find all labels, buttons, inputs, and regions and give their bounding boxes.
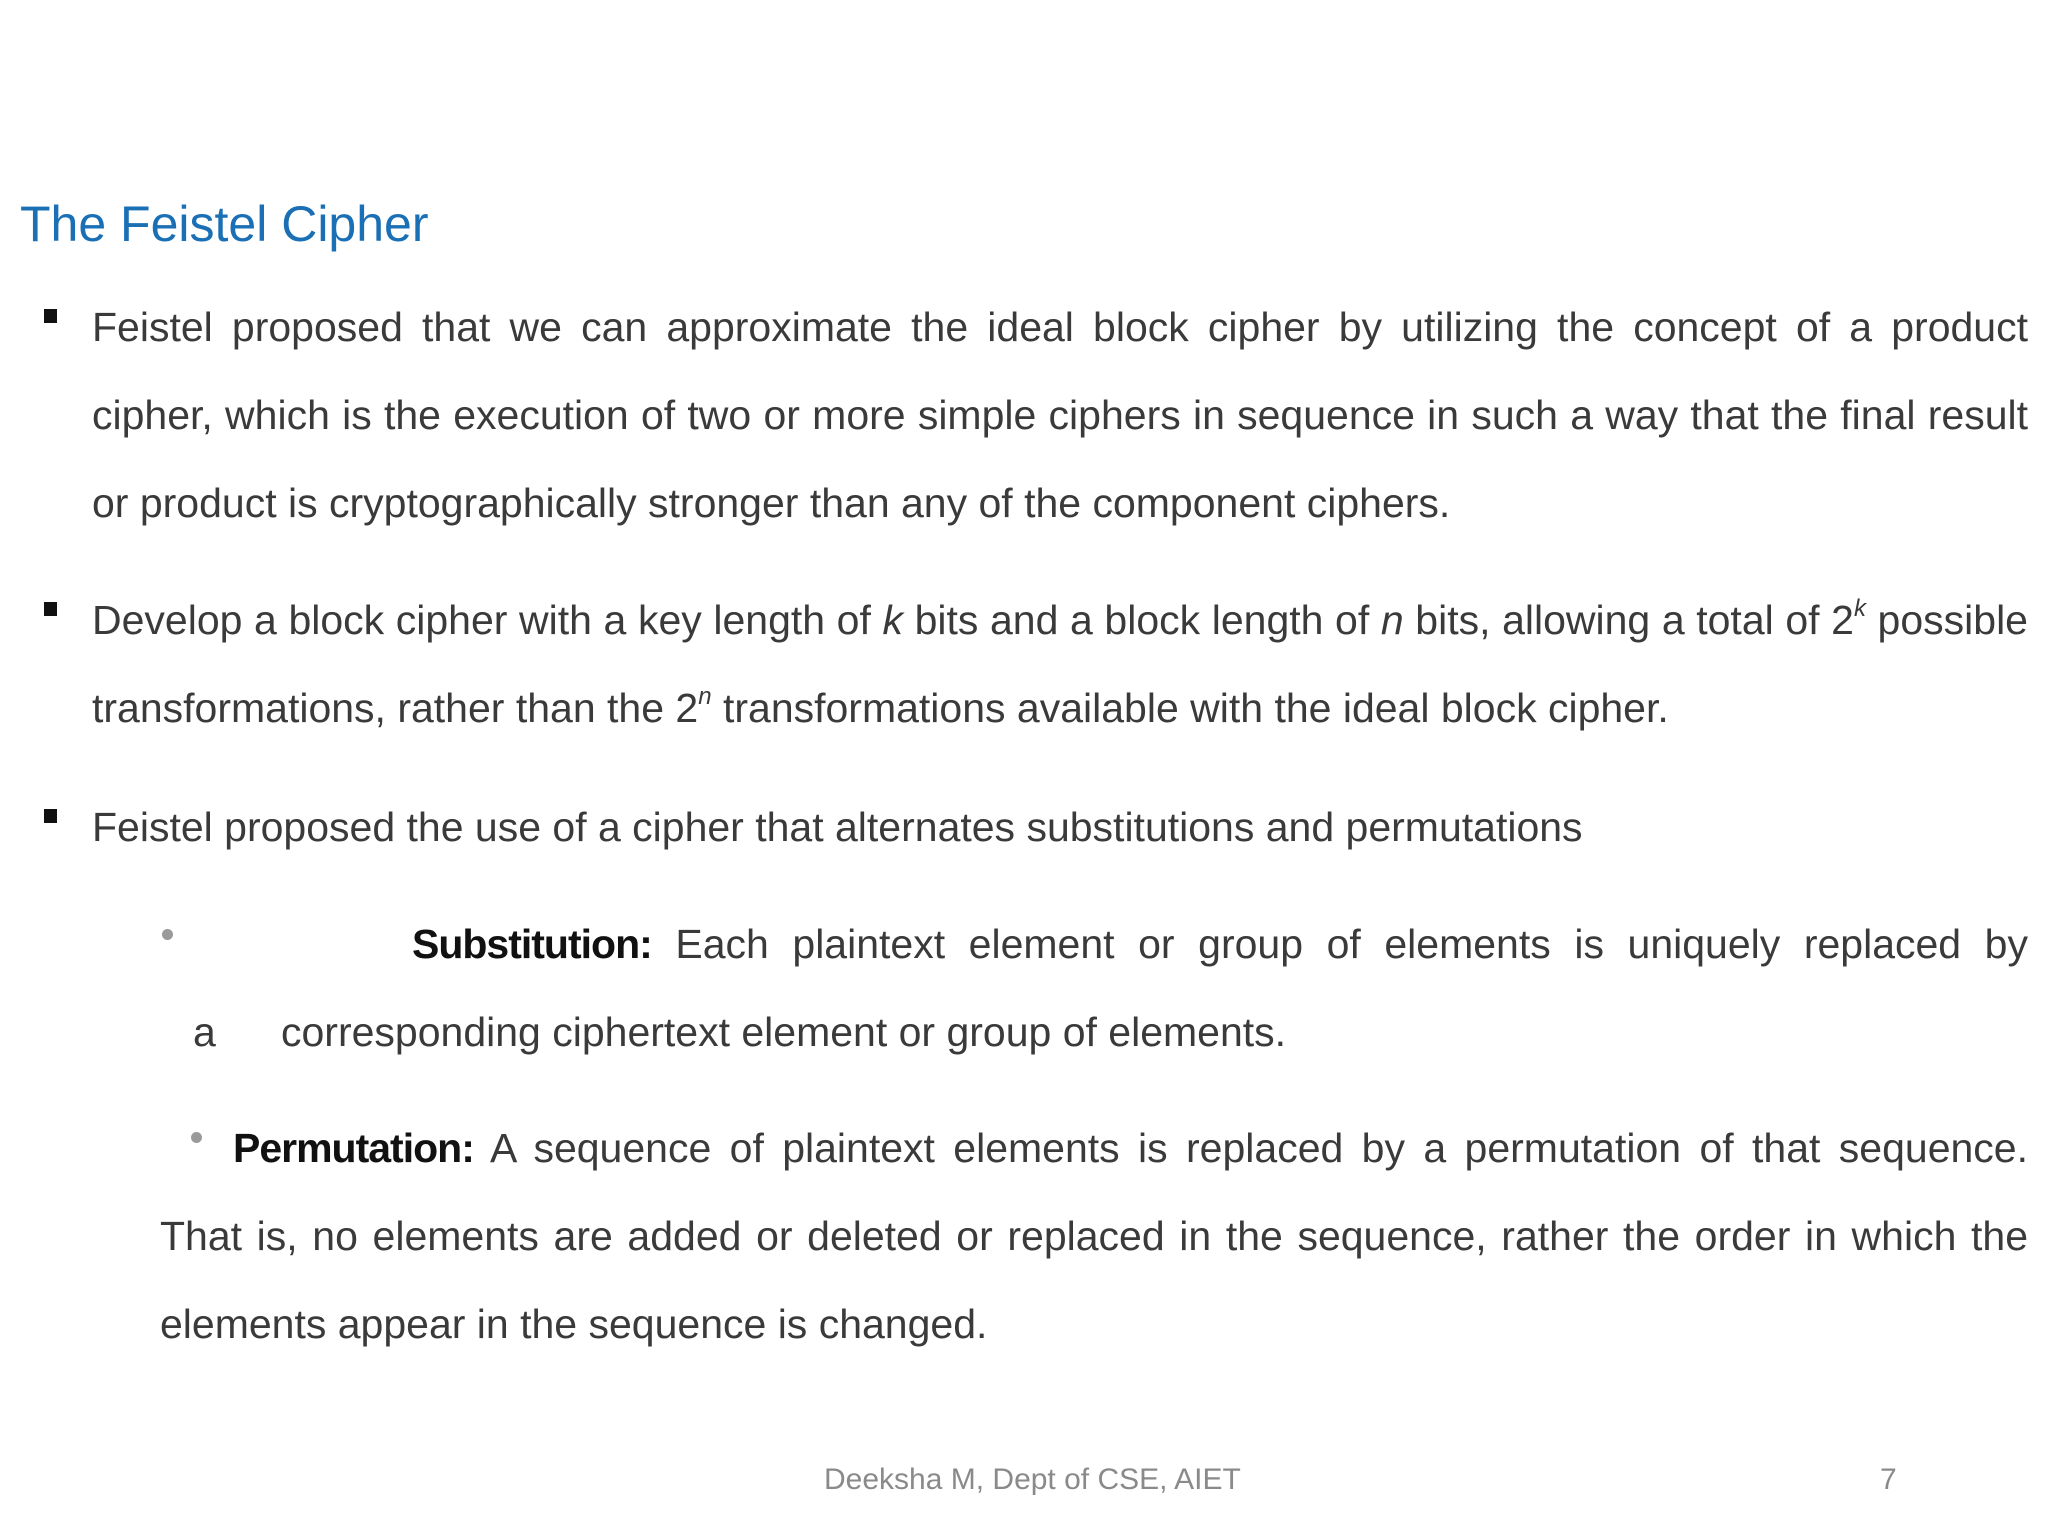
sub-bullet-text: Each plaintext element or group of elements is uniquely replaced by [651,921,2028,967]
bullet-text-part: possible transformations, rather than the 2 [92,597,2028,731]
bullet-text-part: bits, allowing a total of 2 [1403,597,1854,643]
bullet-text-part: bits and a block length of [902,597,1381,643]
round-bullet-icon [162,929,173,940]
bullet-substitutions-permutations: Feistel proposed the use of a cipher that alternates substitutions and permutations [92,804,1583,850]
sub-bullet-substitution [412,900,2028,988]
sub-bullet-substitution-continued [193,988,1286,1076]
square-bullet-icon [44,809,57,823]
slide-title: The Feistel Cipher [20,196,429,252]
superscript-n: n [698,683,712,710]
square-bullet-icon [44,309,57,323]
variable-n: n [1380,597,1404,643]
term-permutation: Permutation: [233,1125,474,1171]
sub-bullet-permutation [160,1104,2028,1368]
sub-bullet-text: A sequence of plaintext elements is replaced by a permutation of that sequence. That is, no elements are added or deleted or replaced in the sequence, rather the order in which the elements appear in the sequence is changed. [160,1125,2028,1347]
bullet-key-length [92,576,2028,752]
bullet-product-cipher: Feistel proposed that we can approximate the ideal block cipher by utilizing the concept of a product cipher, which is the execution of two or more simple ciphers in sequence in such a way that the final result or product is cryptographically stronger than any of the component ciphers. [92,304,2028,526]
slide-number: 7 [1880,1463,1897,1496]
sub-bullet-text: corresponding ciphertext element or group of elements. [281,1009,1287,1055]
bullet-text-part: Develop a block cipher with a key length of [92,597,883,643]
variable-k: k [882,597,903,643]
bullet-text-part: transformations available with the ideal block cipher. [711,685,1669,731]
superscript-k: k [1853,595,1866,622]
sub-bullet-article: a [193,1009,216,1055]
term-substitution: Substitution: [412,921,652,967]
footer-author: Deeksha M, Dept of CSE, AIET [824,1463,1241,1496]
square-bullet-icon [44,602,57,616]
